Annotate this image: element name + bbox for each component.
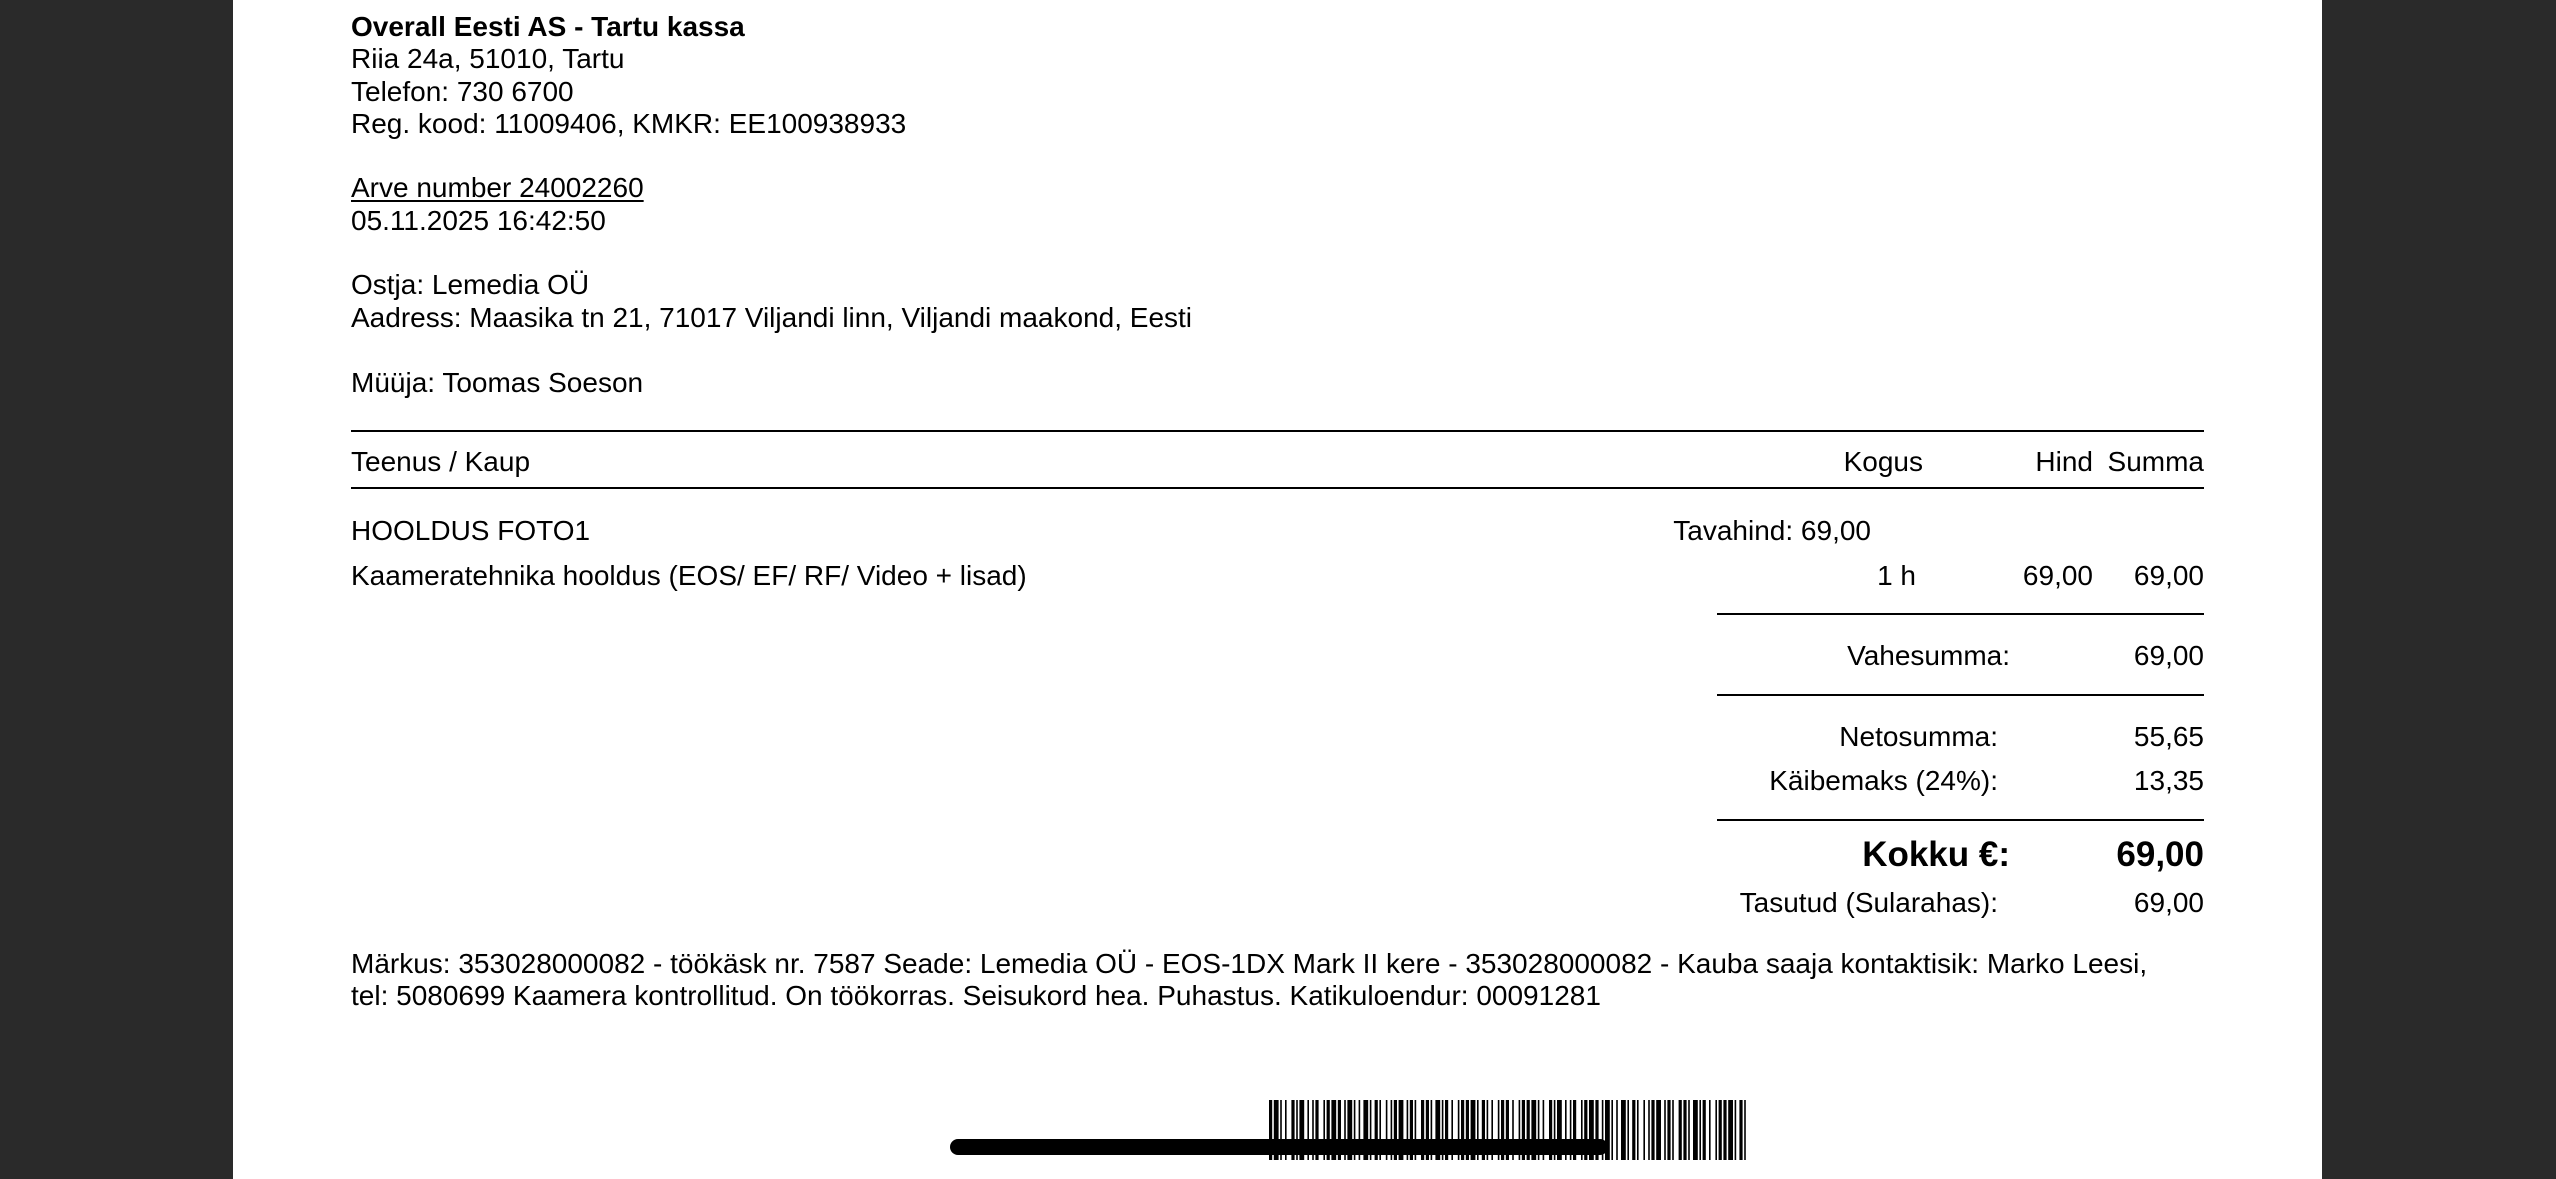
barcode-bar [1627,1100,1629,1160]
barcode-bar [1719,1100,1722,1160]
total-rule [1717,819,2204,821]
subtotal-label: Vahesumma: [1847,640,2010,671]
subtotal-rule [1717,613,2204,615]
barcode-bar [1656,1100,1661,1160]
invoice-datetime: 05.11.2025 16:42:50 [351,205,606,236]
barcode-bar [1683,1100,1686,1160]
header-sum: Summa [2107,446,2204,477]
paid-value: 69,00 [2133,887,2204,918]
table-top-rule [351,430,2204,432]
table-header-rule [351,487,2204,489]
total-value: 69,00 [2116,835,2204,874]
buyer-name: Ostja: Lemedia OÜ [351,269,590,300]
salesperson: Müüja: Toomas Soeson [351,367,644,398]
paid-label: Tasutud (Sularahas): [1739,887,1998,918]
barcode-bar [1611,1100,1613,1160]
barcode-bar [1715,1100,1717,1160]
barcode-bar [1739,1100,1742,1160]
net-value: 55,65 [2133,721,2204,752]
barcode-icon [1269,1100,1749,1165]
barcode-bar [1616,1100,1618,1160]
seller-company: Overall Eesti AS - Tartu kassa [351,11,745,42]
net-label: Netosumma: [1839,721,1998,752]
barcode-bar [1632,1100,1635,1160]
receipt-page [233,0,2322,1179]
net-rule [1717,694,2204,696]
barcode-bar [1728,1100,1733,1160]
row-sum: 69,00 [2133,560,2204,591]
header-qty: Kogus [1843,446,1923,477]
barcode-bar [1672,1100,1674,1160]
note-line-1: Märkus: 353028000082 - töökäsk nr. 7587 Seade: Lemedia OÜ - EOS-1DX Mark II kere - 353028000082 - Kauba saaja kontaktisik: Marko Leesi, [351,948,2148,979]
barcode-bar [1621,1100,1626,1160]
row-qty: 1 h [1877,560,1916,591]
buyer-address: Aadress: Maasika tn 21, 71017 Viljandi linn, Viljandi maakond, Eesti [351,302,1193,333]
barcode-bar [1664,1100,1666,1160]
barcode-bar [1637,1100,1639,1160]
barcode-bar [1723,1100,1726,1160]
seller-phone: Telefon: 730 6700 [351,76,574,107]
barcode-bar [1667,1100,1670,1160]
total-label: Kokku €: [1862,835,2010,874]
seller-address: Riia 24a, 51010, Tartu [351,43,625,74]
vat-value: 13,35 [2133,765,2204,796]
barcode-bar [1693,1100,1698,1160]
seller-reg: Reg. kood: 11009406, KMKR: EE100938933 [351,108,907,139]
barcode-bar [1735,1100,1737,1160]
barcode-bar [1709,1100,1711,1160]
scrollbar-handle[interactable] [950,1139,1608,1155]
barcode-bar [1679,1100,1682,1160]
barcode-bar [1651,1100,1654,1160]
row-regular-price: Tavahind: 69,00 [1673,515,1871,546]
row-code: HOOLDUS FOTO1 [351,515,591,546]
barcode-bar [1744,1100,1746,1160]
note-line-2: tel: 5080699 Kaamera kontrollitud. On töökorras. Seisukord hea. Puhastus. Katikuloendur: 00091281 [351,980,1601,1011]
row-price: 69,00 [2022,560,2093,591]
barcode-bar [1643,1100,1645,1160]
header-price: Hind [2035,446,2093,477]
header-item: Teenus / Kaup [351,446,531,477]
barcode-bar [1648,1100,1650,1160]
row-description: Kaameratehnika hooldus (EOS/ EF/ RF/ Video + lisad) [351,560,1027,591]
vat-label: Käibemaks (24%): [1769,765,1998,796]
barcode-bar [1699,1100,1701,1160]
barcode-bar [1688,1100,1690,1160]
barcode-bar [1703,1100,1706,1160]
subtotal-value: 69,00 [2133,640,2204,671]
invoice-number: Arve number 24002260 [351,172,644,203]
